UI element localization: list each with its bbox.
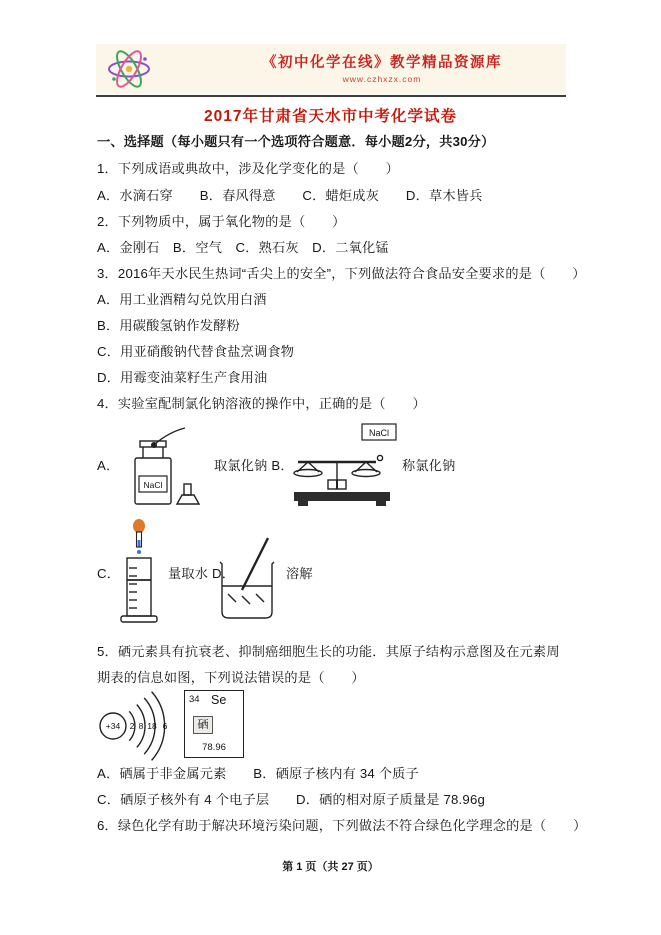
graduated-cylinder-figure [117,518,163,628]
q2-stem: 2．下列物质中，属于氧化物的是（ ） [97,214,346,229]
q6-stem: 6．绿色化学有助于解决环境污染问题，下列做法不符合绿色化学理念的是（ ） [97,818,587,833]
q5-stem-line2: 期表的信息如图，下列说法错误的是（ ） [97,670,365,685]
q4-label-a: A． [97,458,120,473]
header-divider [96,95,566,97]
shell-count-2: 8 [138,721,144,731]
q1-stem: 1．下列成语或典故中，涉及化学变化的是（ ） [97,161,400,176]
beaker-figure [212,534,282,628]
q4-caption-b: 称氯化钠 [402,458,456,473]
atom-structure-figure [95,690,181,762]
page-footer: 第 1 页（共 27 页） [282,861,379,873]
element-symbol: Se [211,693,227,707]
stirring-rod-icon [242,538,268,590]
balance-tag-label: NaCl [368,428,390,438]
q2-options: A．金刚石 B．空气 C．熟石灰 D．二氧化锰 [97,240,389,255]
q3-option-a: A．用工业酒精勾兑饮用白酒 [97,292,267,307]
beaker-icon [220,562,274,618]
element-mass: 78.96 [202,742,226,753]
q4-caption-cd: 量取水 D． [168,566,236,581]
dropper-icon [133,519,145,554]
atom-logo-icon [104,47,154,91]
reagent-bottle-icon [135,441,171,504]
q3-option-c: C．用亚硝酸钠代替食盐烹调食物 [97,344,295,359]
shell-count-4: 6 [162,721,168,731]
balance-figure [288,422,400,516]
balance-icon [294,455,383,489]
section-heading: 一、选择题（每小题只有一个选项符合题意．每小题2分，共30分） [97,134,495,149]
nucleus-charge: +34 [105,721,121,731]
brand-header [96,44,566,94]
shell-count-3: 18 [147,721,157,731]
element-name: 硒 [193,716,213,734]
q4-caption-d: 溶解 [286,566,313,581]
q3-stem: 3．2016年天水民生热词“舌尖上的安全”，下列做法符合食品安全要求的是（ ） [97,266,586,281]
brand-url: www.czhxzx.com [342,74,422,84]
q4-label-c: C． [97,566,121,581]
page-title: 2017年甘肃省天水市中考化学试卷 [204,108,457,125]
balance-base [294,492,390,501]
q3-option-d: D．用霉变油菜籽生产食用油 [97,370,268,385]
q4-stem: 4．实验室配制氯化钠溶液的操作中，正确的是（ ） [97,396,426,411]
shell-count-1: 2 [129,721,135,731]
q5-options-ab: A．硒属于非金属元素 B．硒原子核内有 34 个质子 [97,766,419,781]
q4-caption-ab: 取氯化钠 B． [214,458,294,473]
bottle-label: NaCl [143,480,163,490]
q5-options-cd: C．硒原子核外有 4 个电子层 D．硒的相对原子质量是 78.96g [97,792,486,807]
q1-options: A．水滴石穿 B．春风得意 C．蜡炬成灰 D．草木皆兵 [97,188,483,203]
spatula-icon [151,428,185,448]
q5-stem-line1: 5．硒元素具有抗衰老、抑制癌细胞生长的功能．其原子结构示意图及在元素周 [97,644,560,659]
q3-option-b: B．用碳酸氢钠作发酵粉 [97,318,240,333]
brand-title: 《初中化学在线》教学精品资源库 [262,55,502,71]
graduated-cylinder-icon [121,558,157,622]
element-number: 34 [189,694,200,705]
reagent-bottle-figure [119,424,214,512]
stopper-icon [177,484,199,504]
element-cell-figure [184,690,244,758]
